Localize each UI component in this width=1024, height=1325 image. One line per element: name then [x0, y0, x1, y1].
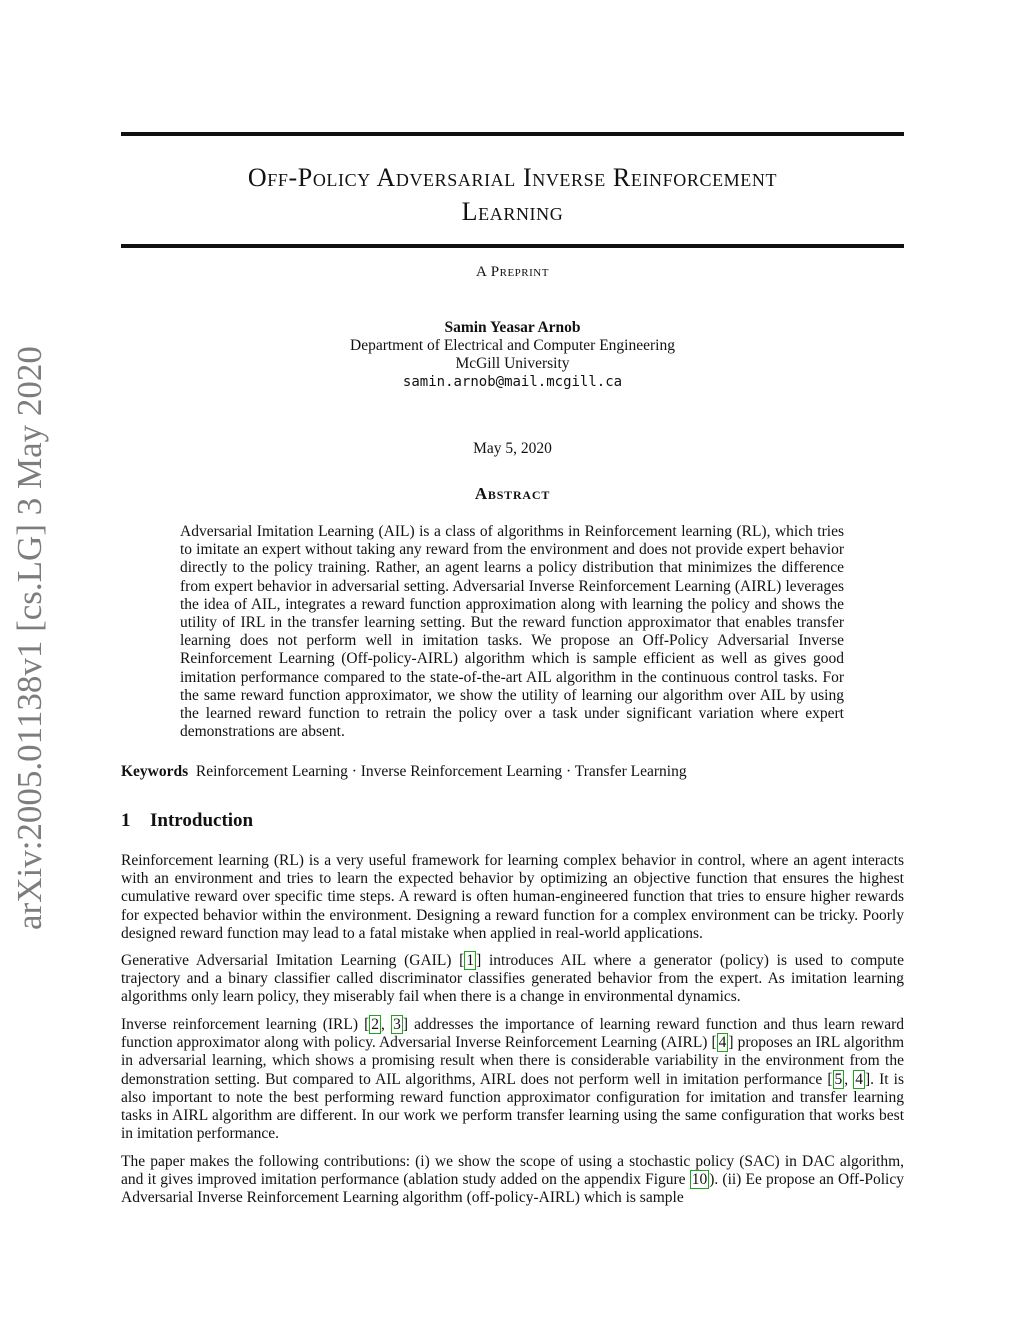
figure-link[interactable]: 10 [691, 1171, 708, 1189]
citation-link[interactable]: 3 [393, 1016, 401, 1033]
author-department: Department of Electrical and Computer Engineering [350, 337, 675, 354]
citation-link[interactable]: 1 [466, 952, 475, 969]
section-title: Introduction [150, 810, 254, 831]
abstract-heading: Abstract [474, 484, 551, 503]
abstract-text: Adversarial Imitation Learning (AIL) is a class of algorithms in Reinforcement learning (RL), which tries to imitate an expert without taking any reward from the environment and does not provide expert behavior directly to the policy training. Rather, an agent learns a policy distribution that minimizes the difference from expert behavior in adversarial setting. Adversarial Inverse Reinforcement Learning (AIRL) leverages the idea of AIL, integrates a reward function approximation along with learning the policy and shows the utility of IRL in the transfer learning setting. But the reward function approximator that enables transfer learning does not perform well in imitation tasks. We propose an Off-Policy Adversarial Inverse Reinforcement Learning (Off-policy-AIRL) algorithm which is sample efficient as well as gives good imitation performance compared to the state-of-the-art AIL algorithm in the continuous control tasks. For the same reward function approximator, we show the utility of learning our algorithm over AIL by using the learned reward function to retrain the policy over a task under significant variation where expert demonstrations are absent. [180, 523, 844, 741]
keywords-line [121, 763, 687, 781]
citation-link[interactable]: 4 [718, 1034, 727, 1052]
intro-paragraph-3: Inverse reinforcement learning (IRL) [ 2 , 3 ] addresses the importance of learning reward function and thus learn reward function approximator along with policy. Adversarial Inverse Reinforcement Learning (AIRL) [ 4 ] proposes an IRL algorithm in adversarial learning, which shows a promising result when there is considerable variability in the environment from the demonstration setting. But compared to AIL algorithms, AIRL does not perform well in imitation performance [ 5 , 4 ]. It is also important to note the best performing reward function approximator configuration for imitation and transfer learning tasks in AIRL algorithm are different. In our work we perform transfer learning using the same configuration that works best in imitation performance. [121, 1016, 905, 1143]
intro-paragraph-2: Generative Adversarial Imitation Learning (GAIL) [ 1 ] introduces AIL where a generator (policy) is used to compute trajectory and a binary classifier called discriminator classifies generated behavior from the expert. As imitation learning algorithms only learn policy, they miserably fail when there is a change in environmental dynamics. [121, 952, 904, 1006]
citation-link[interactable]: 4 [855, 1070, 863, 1088]
keywords-text: Reinforcement Learning · Inverse Reinforcement Learning · Transfer Learning [195, 763, 687, 780]
author-university: McGill University [455, 355, 570, 372]
keywords-label: Keywords [121, 763, 189, 780]
author-email[interactable]: samin.arnob@mail.mcgill.ca [402, 374, 623, 390]
intro-paragraph-4: The paper makes the following contributions: (i) we show the scope of using a stochastic policy (SAC) in DAC algorithm, and it gives improved imitation performance (ablation study added on the appendix Figure 10 ). (ii) Ee propose an Off-Policy Adversarial Inverse Reinforcement Learning algorithm (off-policy-AIRL) which is sample [121, 1153, 904, 1207]
section-number: 1 [121, 810, 131, 831]
paper-title-line-2: Learning [461, 197, 564, 226]
citation-link[interactable]: 5 [834, 1070, 843, 1088]
citation-link[interactable]: 2 [371, 1016, 380, 1033]
title-bottom-rule [121, 244, 904, 248]
author-name: Samin Yeasar Arnob [444, 319, 581, 336]
paper-title-line-1: Off-Policy Adversarial Inverse Reinforcement [247, 163, 778, 192]
paper-date: May 5, 2020 [473, 440, 552, 457]
arxiv-identifier-stamp: arXiv:2005.01138v1 [cs.LG] 3 May 2020 [10, 346, 49, 930]
intro-paragraph-1: Reinforcement learning (RL) is a very useful framework for learning complex behavior in control, where an agent interacts with an environment and tries to learn the expected behavior by optimizing an objective function that ensures the highest cumulative reward over specific time steps. A reward is often human-engineered function that tries to ensure higher rewards for expected behavior within the environment. Designing a reward function for a complex environment can be tricky. Poorly designed reward function may lead to a fatal mistake when applied in real-world applications. [121, 852, 904, 942]
title-top-rule [121, 132, 904, 136]
section-heading [121, 810, 253, 832]
preprint-label: A Preprint [476, 264, 549, 280]
